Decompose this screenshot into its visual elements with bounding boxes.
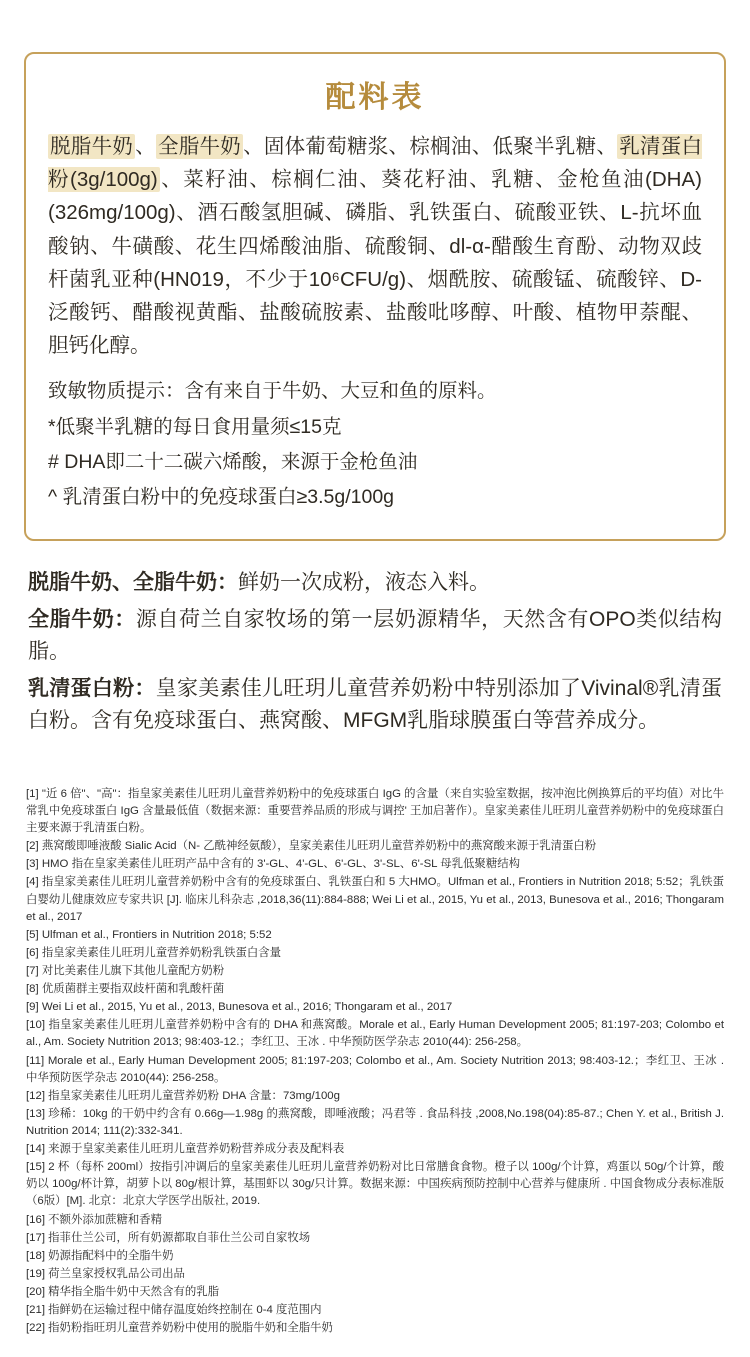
card-footnote-3: ^ 乳清蛋白粉中的免疫球蛋白≥3.5g/100g bbox=[48, 485, 395, 508]
description-term: 乳清蛋白粉： bbox=[28, 676, 156, 700]
description-text: 鲜奶一次成粉，液态入料。 bbox=[238, 571, 490, 595]
footnote-item: [6] 指皇家美素佳儿旺玥儿童营养奶粉乳铁蛋白含量 bbox=[26, 946, 282, 959]
description-block bbox=[28, 567, 722, 738]
card-footnote-1: *低聚半乳糖的每日食用量须≤15克 bbox=[48, 415, 342, 438]
card-footnote-2: # DHA即二十二碳六烯酸，来源于金枪鱼油 bbox=[48, 450, 418, 473]
footnote-item: [19] 荷兰皇家授权乳品公司出品 bbox=[26, 1267, 185, 1280]
footnote-item: [13] 珍稀：10kg 的干奶中约含有 0.66g—1.98g 的燕窝酸，即唾液酸；冯君等 . 食品科技 ,2008,No.198(04):85-87.; Chen Y. et al., British J. Nutrition 2014; 111(2):332-341. bbox=[26, 1107, 724, 1137]
footnote-item: [7] 对比美素佳儿旗下其他儿童配方奶粉 bbox=[26, 965, 225, 977]
footnote-item: [20] 精华指全脂牛奶中天然含有的乳脂 bbox=[26, 1285, 220, 1298]
card-title: 配料表 bbox=[325, 81, 425, 114]
footnote-item: [18] 奶源指配料中的全脂牛奶 bbox=[26, 1249, 174, 1262]
footnote-item: [21] 指鲜奶在运输过程中储存温度始终控制在 0-4 度范围内 bbox=[26, 1304, 322, 1317]
footnotes-block bbox=[26, 786, 724, 1337]
ingredient-list bbox=[26, 124, 724, 362]
description-term: 脱脂牛奶、全脂牛奶： bbox=[28, 571, 238, 595]
footnote-item: [14] 来源于皇家美素佳儿旺玥儿童营养奶粉营养成分表及配料表 bbox=[26, 1143, 345, 1156]
footnote-item: [1] "近 6 倍"、"高"：指皇家美素佳儿旺玥儿童营养奶粉中的免疫球蛋白 IgG 的含量（来自实验室数据，按冲泡比例换算后的平均值）对比牛常乳中免疫球蛋白 IgG 含量最低值（数据来源：重要营养品质的形成与调控' 王加启著作）。皇家美素佳儿旺玥儿童营养奶粉中的免疫球蛋白主要来源于乳清蛋白粉。 bbox=[26, 787, 724, 835]
ingredient-text: 、固体葡萄糖浆、棕榈油、低聚半乳糖、 bbox=[243, 135, 618, 158]
footnote-item: [9] Wei Li et al., 2015, Yu et al., 2013, Bunesova et al., 2016; Thongaram et al., 2017 bbox=[26, 1001, 453, 1014]
footnote-item: [11] Morale et al., Early Human Development 2005; 81:197-203; Colombo et al., Am. Society Nutrition 2013; 98:403-12.；李红卫、王冰 . 中华预防医学杂志 2010(44): 256-258。 bbox=[26, 1054, 724, 1084]
description-term: 全脂牛奶： bbox=[28, 607, 136, 631]
ingredient-highlight: 全脂牛奶 bbox=[157, 135, 242, 158]
footnote-item: [16] 不额外添加蔗糖和香精 bbox=[26, 1213, 163, 1226]
ingredient-card bbox=[24, 52, 726, 541]
footnote-item: [10] 指皇家美素佳儿旺玥儿童营养奶粉中含有的 DHA 和燕窝酸。Morale et al., Early Human Development 2005; 81:197-203; Colombo et al., Am. Society Nutrition 2013; 98:403-12.；李红卫、王冰 . 中华预防医学杂志 2010(44): 256-258。 bbox=[26, 1019, 724, 1049]
ingredient-highlight: 乳清蛋白粉(3g/100g) bbox=[48, 135, 703, 192]
description-text: 源自荷兰自家牧场的第一层奶源精华，天然含有OPO类似结构脂。 bbox=[28, 607, 722, 664]
ingredient-highlight: 脱脂牛奶 bbox=[50, 135, 134, 158]
footnote-item: [3] HMO 指在皇家美素佳儿旺玥产品中含有的 3'-GL、4'-GL、6'-GL、3'-SL、6'-SL 母乳低聚糖结构 bbox=[26, 858, 520, 871]
footnote-item: [8] 优质菌群主要指双歧杆菌和乳酸杆菌 bbox=[26, 983, 225, 996]
footnote-item: [2] 燕窝酸即唾液酸 Sialic Acid（N- 乙酰神经氨酸），皇家美素佳儿旺玥儿童营养奶粉中的燕窝酸来源于乳清蛋白粉 bbox=[26, 840, 597, 853]
footnote-item: [4] 指皇家美素佳儿旺玥儿童营养奶粉中含有的免疫球蛋白、乳铁蛋白和 5 大HMO。Ulfman et al., Frontiers in Nutrition 2018; 5:52；乳铁蛋白婴幼儿健康效应专家共识 [J]. 临床儿科杂志 ,2018,36(11):884-888; Wei Li et al., 2015, Yu et al., 2013, Bunesova et al., 2016; Thongaram et al., 2017 bbox=[26, 876, 724, 923]
footnote-item: [22] 指奶粉指旺玥儿童营养奶粉中使用的脱脂牛奶和全脂牛奶 bbox=[26, 1322, 333, 1335]
description-item bbox=[28, 673, 722, 738]
description-text: 皇家美素佳儿旺玥儿童营养奶粉中特别添加了Vivinal®乳清蛋白粉。含有免疫球蛋白、燕窝酸、MFGM乳脂球膜蛋白等营养成分。 bbox=[28, 676, 722, 733]
allergen-note: 致敏物质提示：含有来自于牛奶、大豆和鱼的原料。 bbox=[48, 380, 497, 403]
ingredient-text: 、 bbox=[135, 135, 156, 158]
footnote-item: [5] Ulfman et al., Frontiers in Nutrition 2018; 5:52 bbox=[26, 928, 272, 941]
footnote-item: [15] 2 杯（每杯 200ml）按指引冲调后的皇家美素佳儿旺玥儿童营养奶粉对比日常膳食食物。橙子以 100g/个计算，鸡蛋以 50g/个计算，酸奶以 100g/杯计算，胡萝卜以 80g/根计算，基围虾以 30g/只计算。数据来源：中国疾病预防控制中心营养与健康所 . 中国食物成分表标准版（6版）[M]. 北京：北京大学医学出版社, 2019. bbox=[26, 1161, 724, 1208]
footnote-item: [17] 指菲仕兰公司，所有奶源都取自菲仕兰公司自家牧场 bbox=[26, 1231, 311, 1244]
description-item bbox=[28, 567, 722, 600]
ingredient-text: 、菜籽油、棕榈仁油、葵花籽油、乳糖、金枪鱼油(DHA)(326mg/100g)、酒石酸氢胆碱、磷脂、乳铁蛋白、硫酸亚铁、L-抗坏血酸钠、牛磺酸、花生四烯酸油脂、硫酸铜、dl-α-醋酸生育酚、动物双歧杆菌乳亚种(HN019，不少于10⁶CFU/g)、烟酰胺、硫酸锰、硫酸锌、D-泛酸钙、醋酸视黄酯、盐酸硫胺素、盐酸吡哆醇、叶酸、植物甲萘醌、胆钙化醇。 bbox=[48, 168, 702, 358]
description-item bbox=[28, 604, 722, 669]
product-detail-page bbox=[0, 52, 750, 1337]
footnote-item: [12] 指皇家美素佳儿旺玥儿童营养奶粉 DHA 含量：73mg/100g bbox=[26, 1089, 340, 1102]
